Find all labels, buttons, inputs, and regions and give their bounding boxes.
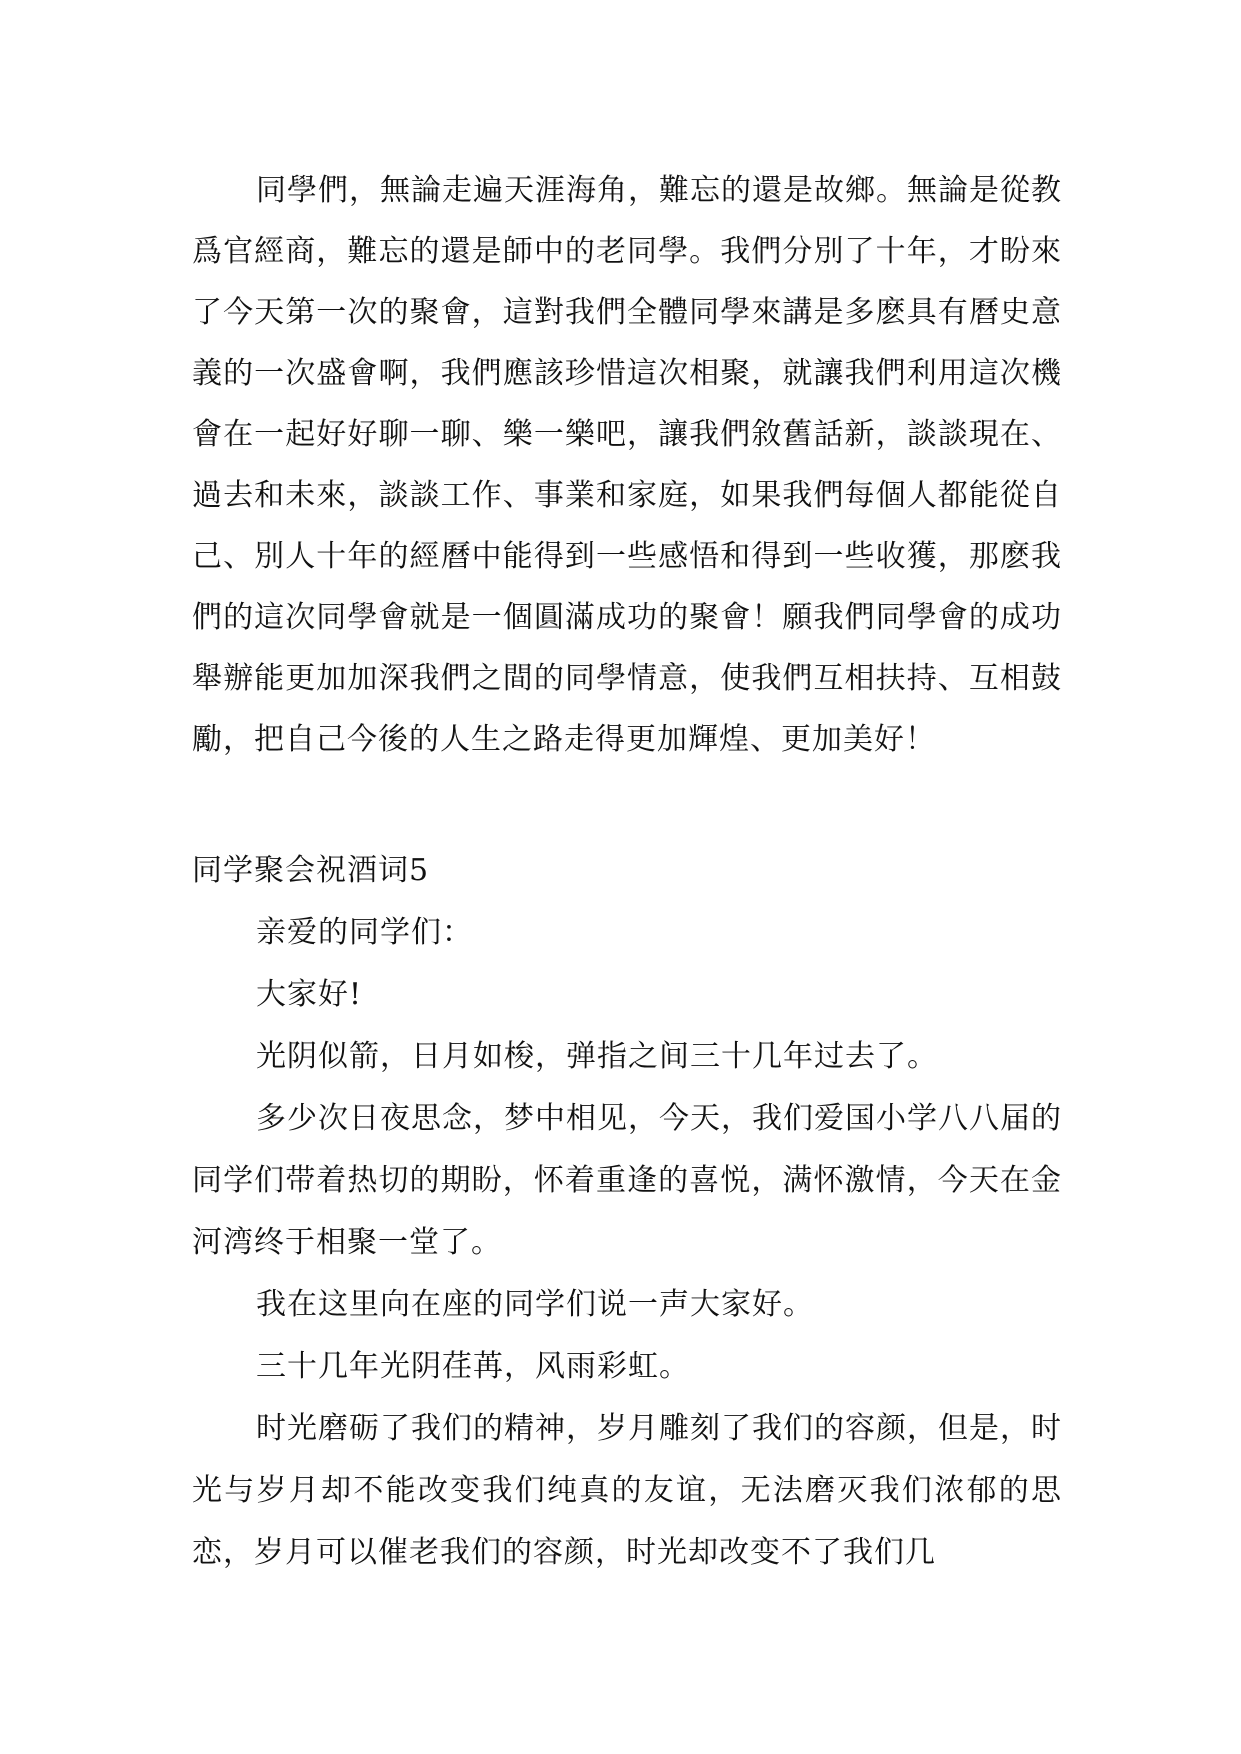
paragraph-time: 光阴似箭，日月如梭，弹指之间三十几年过去了。 <box>256 1039 938 1074</box>
paragraph-greeting: 大家好! <box>256 977 363 1012</box>
document-content <box>192 160 1062 1584</box>
paragraph-salutation: 亲爱的同学们： <box>256 915 473 950</box>
paragraph-intro: 同學們，無論走遍天涯海角，難忘的還是故鄉。無論是從教爲官經商，難忘的還是師中的老同學。我們分別了十年，才盼來了今天第一次的聚會，這對我們全體同學來講是多麽具有曆史意義的一次盛會啊，我們應該珍惜這次相聚，就讓我們利用這次機會在一起好好聊一聊、樂一樂吧，讓我們敘舊話新，談談現在、過去和未來，談談工作、事業和家庭，如果我們每個人都能從自己、別人十年的經曆中能得到一些感悟和得到一些收獲，那麽我們的這次同學會就是一個圓滿成功的聚會！願我們同學會的成功舉辦能更加加深我們之間的同學情意，使我們互相扶持、互相鼓勵，把自己今後的人生之路走得更加輝煌、更加美好！ <box>192 173 1062 757</box>
paragraph-reunion: 多少次日夜思念，梦中相见，今天，我们爱国小学八八届的同学们带着热切的期盼，怀着重逢的喜悦，满怀激情，今天在金河湾终于相聚一堂了。 <box>192 1101 1062 1260</box>
paragraph-friendship: 时光磨砺了我们的精神，岁月雕刻了我们的容颜，但是，时光与岁月却不能改变我们纯真的友谊，无法磨灭我们浓郁的思恋，岁月可以催老我们的容颜，时光却改变不了我们几 <box>192 1411 1062 1570</box>
paragraph-hello: 我在这里向在座的同学们说一声大家好。 <box>256 1287 814 1322</box>
section-title: 同学聚会祝酒词5 <box>192 853 430 888</box>
paragraph-years: 三十几年光阴荏苒，风雨彩虹。 <box>256 1349 690 1384</box>
